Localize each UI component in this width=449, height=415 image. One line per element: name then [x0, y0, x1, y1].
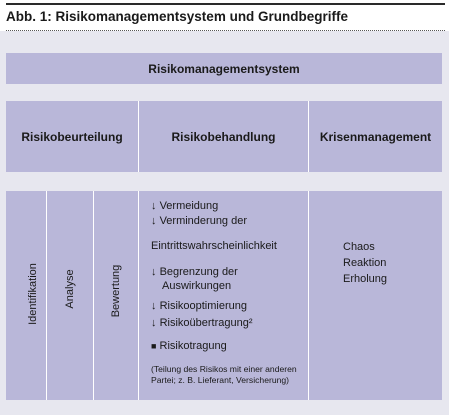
treatment-item-label: Vermeidung — [159, 200, 219, 212]
crisis-list — [343, 239, 387, 287]
treatment-item — [162, 280, 231, 294]
crisis-item-reaction: Reaktion — [343, 257, 387, 269]
crisis-item-chaos: Chaos — [343, 241, 375, 253]
arrow-down-icon: ↓ — [151, 317, 157, 329]
column-divider — [308, 191, 309, 400]
category-crisis-management: Krisenmanagement — [319, 129, 432, 144]
category-risk-treatment: Risikobehandlung — [171, 129, 276, 144]
arrow-down-icon: ↓ — [151, 300, 157, 312]
top-rule — [6, 3, 445, 5]
arrow-down-icon: ↓ — [151, 266, 157, 278]
treatment-item — [151, 317, 253, 331]
treatment-note-line: (Teilung des Risikos mit einer anderen — [151, 364, 297, 374]
treatment-item-label: Verminderung der — [159, 215, 248, 227]
treatment-item — [151, 266, 238, 280]
treatment-note-line: Partei; z. B. Lieferant, Versicherung) — [151, 375, 290, 385]
square-bullet-icon: ■ — [151, 341, 157, 351]
treatment-item — [151, 215, 247, 229]
category-band — [6, 101, 442, 172]
step-evaluation: Bewertung — [110, 264, 122, 318]
treatment-item-label: Auswirkungen — [162, 280, 232, 292]
treatment-note — [151, 364, 297, 386]
treatment-item — [151, 240, 277, 254]
arrow-down-icon: ↓ — [151, 215, 157, 227]
treatment-item — [151, 300, 247, 314]
column-divider — [138, 191, 139, 400]
treatment-item-label: Risikotragung — [159, 340, 227, 352]
treatment-item — [151, 200, 218, 214]
step-identification: Identifikation — [27, 263, 39, 325]
treatment-item — [151, 340, 227, 354]
column-divider — [93, 191, 94, 400]
figure-title: Abb. 1: Risikomanagementsystem und Grundbegriffe — [6, 9, 349, 24]
treatment-item-label: Begrenzung der — [159, 266, 238, 278]
dotted-rule — [6, 30, 445, 31]
crisis-item-recovery: Erholung — [343, 273, 388, 285]
column-divider — [46, 191, 47, 400]
category-risk-assessment: Risikobeurteilung — [21, 129, 123, 144]
treatment-item-label: Risikoübertragung² — [159, 317, 253, 329]
title-bar — [0, 0, 449, 31]
treatment-item-label: Eintrittswahrscheinlichkeit — [151, 240, 277, 252]
system-band — [6, 53, 442, 84]
system-label: Risikomanagementsystem — [148, 62, 300, 76]
treatment-item-label: Risikooptimierung — [159, 300, 247, 312]
step-analysis: Analyse — [64, 269, 76, 309]
arrow-down-icon: ↓ — [151, 200, 157, 212]
